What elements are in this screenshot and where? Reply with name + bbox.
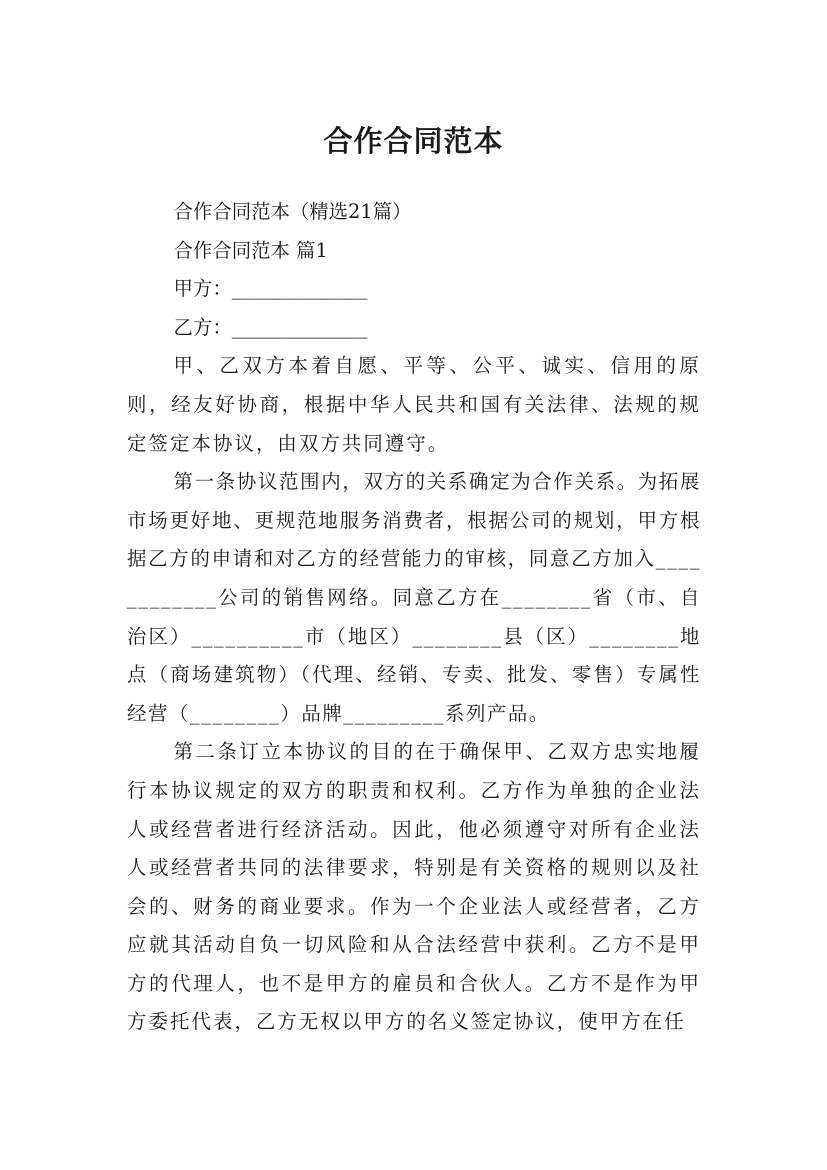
preamble-paragraph: 甲、乙双方本着自愿、平等、公平、诚实、信用的原则，经友好协商，根据中华人民共和国有关法律、法规的规定签定本协议，由双方共同遵守。 bbox=[127, 354, 701, 455]
document-body bbox=[127, 193, 701, 1042]
section-heading: 合作合同范本 篇1 bbox=[173, 238, 328, 262]
party-b-line: 乙方：______________ bbox=[173, 315, 368, 339]
article-1-paragraph: 第一条协议范围内，双方的关系确定为合作关系。为拓展市场更好地、更规范地服务消费者，根据公司的规划，甲方根据乙方的申请和对乙方的经营能力的审核，同意乙方加入____________公司的销售网络。同意乙方在________省（市、自治区）__________市（地区）________县（区）________地点（商场建筑物）（代理、经销、专卖、批发、零售）专属性经营（________）品牌_________系列产品。 bbox=[127, 470, 701, 725]
article-2-paragraph: 第二条订立本协议的目的在于确保甲、乙双方忠实地履行本协议规定的双方的职责和权利。乙方作为单独的企业法人或经营者进行经济活动。因此，他必须遵守对所有企业法人或经营者共同的法律要求，特别是有关资格的规则以及社会的、财务的商业要求。作为一个企业法人或经营者，乙方应就其活动自负一切风险和从合法经营中获利。乙方不是甲方的代理人，也不是甲方的雇员和合伙人。乙方不是作为甲方委托代表，乙方无权以甲方的名义签定协议，使甲方在任 bbox=[127, 740, 701, 1034]
document-subtitle: 合作合同范本（精选21篇） bbox=[173, 200, 412, 223]
party-a-line: 甲方：______________ bbox=[173, 277, 368, 301]
document-title: 合作合同范本 bbox=[323, 124, 504, 159]
